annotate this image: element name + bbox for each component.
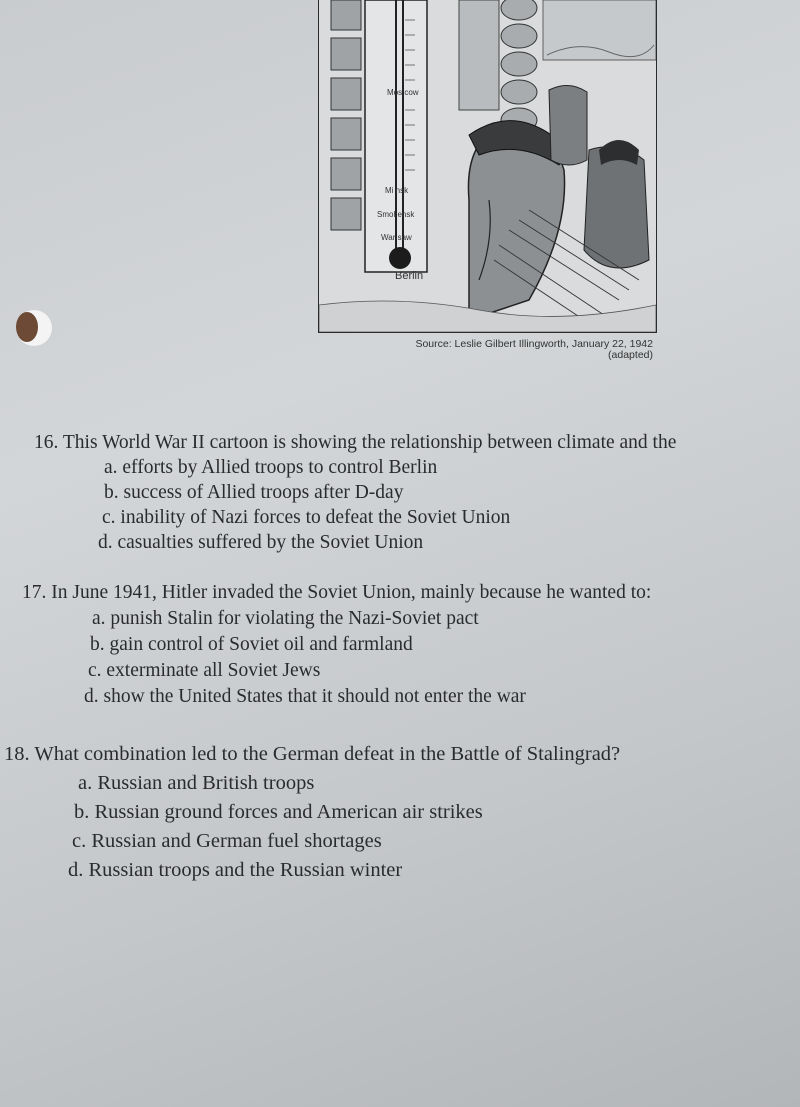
question-16-option-d[interactable]: d. casualties suffered by the Soviet Union bbox=[98, 532, 424, 553]
question-18-stem: 18. What combination led to the German defeat in the Battle of Stalingrad? bbox=[4, 743, 621, 765]
question-18-option-d[interactable]: d. Russian troops and the Russian winter bbox=[68, 859, 403, 881]
question-16-option-a[interactable]: a. efforts by Allied troops to control Berlin bbox=[104, 457, 438, 478]
thermometer-label-smolensk: Smol ensk bbox=[377, 210, 415, 219]
question-18-option-a[interactable]: a. Russian and British troops bbox=[78, 772, 315, 794]
question-18-option-b[interactable]: b. Russian ground forces and American air strikes bbox=[74, 801, 483, 823]
question-16-option-b[interactable]: b. success of Allied troops after D-day bbox=[104, 482, 404, 503]
question-18-option-c[interactable]: c. Russian and German fuel shortages bbox=[72, 830, 382, 852]
binder-hole-shadow bbox=[16, 312, 38, 342]
political-cartoon bbox=[318, 0, 657, 333]
question-18 bbox=[4, 740, 620, 885]
thermometer-label-warsaw: War saw bbox=[381, 233, 412, 242]
thermometer-label-moscow: Mos cow bbox=[387, 88, 419, 97]
adapted-note: (adapted) bbox=[608, 349, 653, 361]
thermometer-label-minsk: Mi nsk bbox=[385, 186, 409, 195]
question-16-stem: 16. This World War II cartoon is showing the relationship between climate and the bbox=[34, 432, 677, 453]
question-17-option-a[interactable]: a. punish Stalin for violating the Nazi-Soviet pact bbox=[92, 608, 479, 629]
question-17-stem: 17. In June 1941, Hitler invaded the Soviet Union, mainly because he wanted to: bbox=[22, 582, 652, 603]
thermometer-label-berlin: Berlin bbox=[395, 270, 424, 282]
question-17-option-c[interactable]: c. exterminate all Soviet Jews bbox=[88, 660, 321, 681]
question-16 bbox=[34, 430, 676, 555]
question-16-option-c[interactable]: c. inability of Nazi forces to defeat the Soviet Union bbox=[102, 507, 511, 528]
question-17-option-d[interactable]: d. show the United States that it should not enter the war bbox=[84, 686, 526, 707]
cartoon-source-caption bbox=[343, 339, 653, 361]
source-line: Source: Leslie Gilbert Illingworth, January 22, 1942 bbox=[415, 338, 653, 350]
question-17 bbox=[22, 580, 651, 710]
cartoon-drawing bbox=[319, 0, 656, 332]
question-17-option-b[interactable]: b. gain control of Soviet oil and farmland bbox=[90, 634, 413, 655]
